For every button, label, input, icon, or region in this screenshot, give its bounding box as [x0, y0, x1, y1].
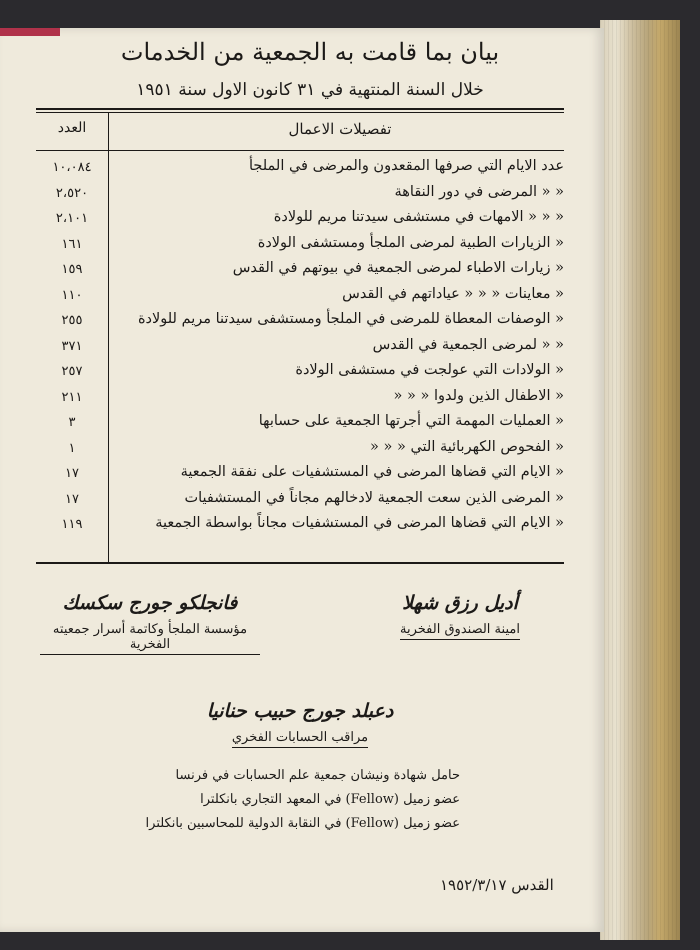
row-count: ٢،٥٢٠	[55, 185, 89, 201]
table-header-rule	[36, 150, 564, 151]
row-count: ٣٧١	[61, 338, 83, 354]
table-bottom-rule	[36, 562, 564, 564]
row-description: « الزيارات الطبية لمرضى الملجأ ومستشفى الولادة	[257, 234, 564, 251]
table-row	[36, 182, 564, 208]
table-row	[36, 437, 564, 463]
table-row	[36, 411, 564, 437]
row-description: « الايام التي قضاها المرضى في المستشفيات مجاناً بواسطة الجمعية	[155, 515, 564, 531]
row-count: ٢٥٥	[61, 313, 83, 328]
row-description: « الوصفات المعطاة للمرضى في الملجأ ومستشفى سيدتنا مريم للولادة	[137, 311, 564, 327]
row-description: « الايام التي قضاها المرضى في المستشفيات على نفقة الجمعية	[180, 464, 564, 480]
signature-role: مؤسسة الملجأ وكاتمة أسرار جمعيته الفخرية	[40, 622, 260, 655]
row-description: « الفحوص الكهربائية التي « « «	[370, 438, 564, 455]
bookmark-ribbon	[0, 28, 60, 36]
row-description: « « « الامهات في مستشفى سيدتنا مريم للولادة	[273, 209, 564, 225]
signature-name: أديل رزق شهلا	[402, 592, 518, 614]
row-count: ١١٩	[61, 517, 83, 532]
signature-block-right	[370, 592, 550, 640]
signature-role: امينة الصندوق الفخرية	[400, 622, 520, 640]
row-count: ١٠،٠٨٤	[52, 160, 92, 175]
row-description: « الاطفال الذين ولدوا « « «	[393, 387, 564, 404]
table-row	[36, 360, 564, 386]
table-row	[36, 488, 564, 514]
document-subtitle: خلال السنة المنتهية في ٣١ كانون الاول سنة ١٩٥١	[136, 80, 484, 100]
row-description: « « المرضى في دور النقاهة	[394, 183, 564, 200]
qualification-line: حامل شهادة ونيشان جمعية علم الحسابات في فرنسا	[175, 768, 460, 783]
row-count: ١٧	[65, 491, 79, 507]
row-description: « العمليات المهمة التي أجرتها الجمعية على حسابها	[258, 413, 564, 429]
row-description: « الولادات التي عولجت في مستشفى الولادة	[295, 362, 564, 378]
row-count: ٣	[68, 415, 76, 430]
table-row	[36, 513, 564, 539]
table-row	[36, 284, 564, 310]
row-count: ١	[68, 440, 76, 456]
qualification-line: عضو زميل (Fellow) في النقابة الدولية للمحاسبين بانكلترا	[145, 816, 460, 831]
place-date-line: القدس ١٩٥٢/٣/١٧	[440, 876, 554, 894]
table-row	[36, 462, 564, 488]
row-count: ١٧	[65, 466, 79, 481]
row-count: ٢،١٠١	[55, 211, 89, 226]
signature-name: دعبلد جورج حبيب حنانيا	[206, 700, 394, 722]
row-description: عدد الايام التي صرفها المقعدون والمرضى في الملجأ	[248, 158, 564, 174]
row-count: ١٥٩	[61, 262, 83, 277]
row-description: « معاينات « « « عياداتهم في القدس	[342, 285, 564, 302]
signature-block-auditor	[180, 700, 420, 748]
auditor-qualifications	[140, 764, 460, 836]
table-row	[36, 233, 564, 259]
row-description: « المرضى الذين سعت الجمعية لادخالهم مجاناً في المستشفيات	[184, 489, 564, 506]
table-row	[36, 309, 564, 335]
services-table	[36, 156, 564, 539]
table-row	[36, 156, 564, 182]
signature-name: فانجلكو جورج سكسك	[62, 592, 238, 614]
column-header-details: تفصيلات الاعمال	[288, 120, 392, 138]
table-row	[36, 207, 564, 233]
table-top-rule	[36, 108, 564, 110]
table-row	[36, 386, 564, 412]
row-count: ٢١١	[61, 389, 83, 405]
row-count: ١١٠	[61, 287, 83, 303]
qualification-line: عضو زميل (Fellow) في المعهد التجاري بانكلترا	[200, 792, 460, 807]
column-header-count: العدد	[57, 120, 87, 136]
table-top-rule-thin	[36, 112, 564, 113]
row-description: « « لمرضى الجمعية في القدس	[372, 336, 564, 353]
row-description: « زيارات الاطباء لمرضى الجمعية في بيوتهم في القدس	[232, 260, 564, 276]
signature-block-left	[40, 592, 260, 655]
table-row	[36, 335, 564, 361]
signature-role: مراقب الحسابات الفخري	[232, 730, 368, 748]
row-count: ١٦١	[61, 236, 83, 252]
document-title: بيان بما قامت به الجمعية من الخدمات	[120, 38, 500, 66]
book-page-edges	[600, 20, 680, 940]
row-count: ٢٥٧	[61, 364, 83, 379]
table-row	[36, 258, 564, 284]
